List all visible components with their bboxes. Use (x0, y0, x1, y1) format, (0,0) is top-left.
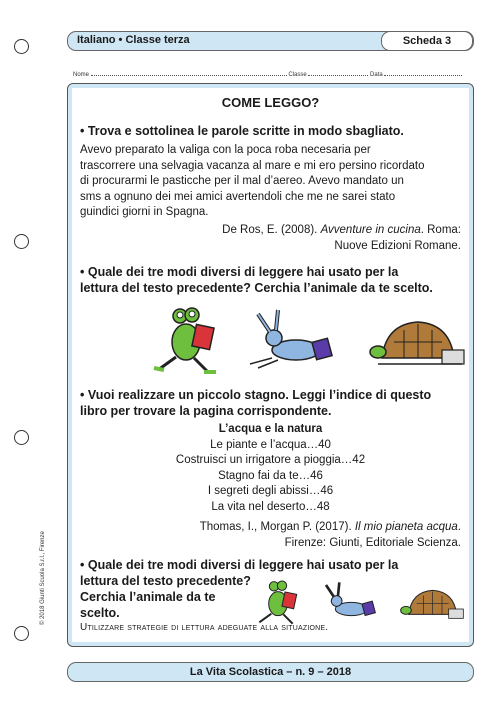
binder-hole (14, 626, 29, 641)
question-2: • Quale dei tre modi diversi di leggere hai usato per la lettura del testo precedente? Cerchia l’animale da te scelto. (80, 265, 433, 295)
worksheet-box (67, 83, 474, 647)
date-label: Data (370, 72, 383, 78)
copyright-note: © 2018 Giunti Scuola S.r.l., Firenze (40, 531, 46, 625)
turtle-reading-icon[interactable] (401, 590, 464, 618)
citation-1: De Ros, E. (2008). Avventure in cucina. Roma: Nuove Edizioni Romane. (222, 224, 461, 252)
subject-label: Italiano • Classe terza (77, 34, 190, 46)
date-field[interactable] (384, 69, 462, 76)
reading-animals-illustration-small (248, 577, 468, 627)
citation-2: Thomas, I., Morgan P. (2017). Il mio pianeta acqua. Firenze: Giunti, Editoriale Scienza. (199, 521, 461, 549)
binder-hole (14, 430, 29, 445)
learning-objective: Utilizzare strategie di lettura adeguate alla situazione. (80, 622, 329, 633)
student-fields (73, 69, 473, 78)
header-bar (67, 31, 474, 51)
frog-reading-icon[interactable] (154, 308, 216, 372)
binder-hole (14, 39, 29, 54)
sheet-label: Scheda 3 (381, 31, 473, 51)
reading-animals-illustration (146, 302, 466, 377)
worksheet-title: COME LEGGO? (221, 95, 320, 110)
question-3: • Vuoi realizzare un piccolo stagno. Leggi l’indice di questo libro per trovare la pagina corrispondente. (80, 388, 432, 418)
question-1: • Trova e sottolinea le parole scritte in modo sbagliato. (80, 124, 404, 138)
footer-bar: La Vita Scolastica – n. 9 – 2018 (67, 662, 474, 682)
passage: Avevo preparato la valiga con la poca roba necesaria per trascorrere una selvagia vacanza al mare e mi ero persino ricordato di procurarmi le pasticche per il mal d’aereo. Avevo mandato un sms a ognuno dei mei amici avertendoli che me ne sarei stato guindici giorni in Spagna. (80, 144, 425, 218)
binder-hole (14, 234, 29, 249)
class-label: Classe (288, 72, 307, 78)
name-field[interactable] (91, 69, 287, 76)
question-4: • Quale dei tre modi diversi di leggere hai usato per la lettura del testo precedente? Cerchia l’animale da te scelto. (80, 558, 399, 620)
rabbit-reading-icon[interactable] (326, 582, 375, 615)
class-field[interactable] (308, 69, 368, 76)
turtle-reading-icon[interactable] (370, 322, 464, 364)
name-label: Nome (73, 72, 90, 78)
book-index: L’acqua e la natura Le piante e l’acqua…40 Costruisci un irrigatore a pioggia…42 Stagno fai da te…46 I segreti degli abissi…46 La vita nel deserto…48 (175, 423, 366, 513)
frog-reading-icon[interactable] (259, 581, 296, 624)
rabbit-reading-icon[interactable] (250, 310, 332, 368)
